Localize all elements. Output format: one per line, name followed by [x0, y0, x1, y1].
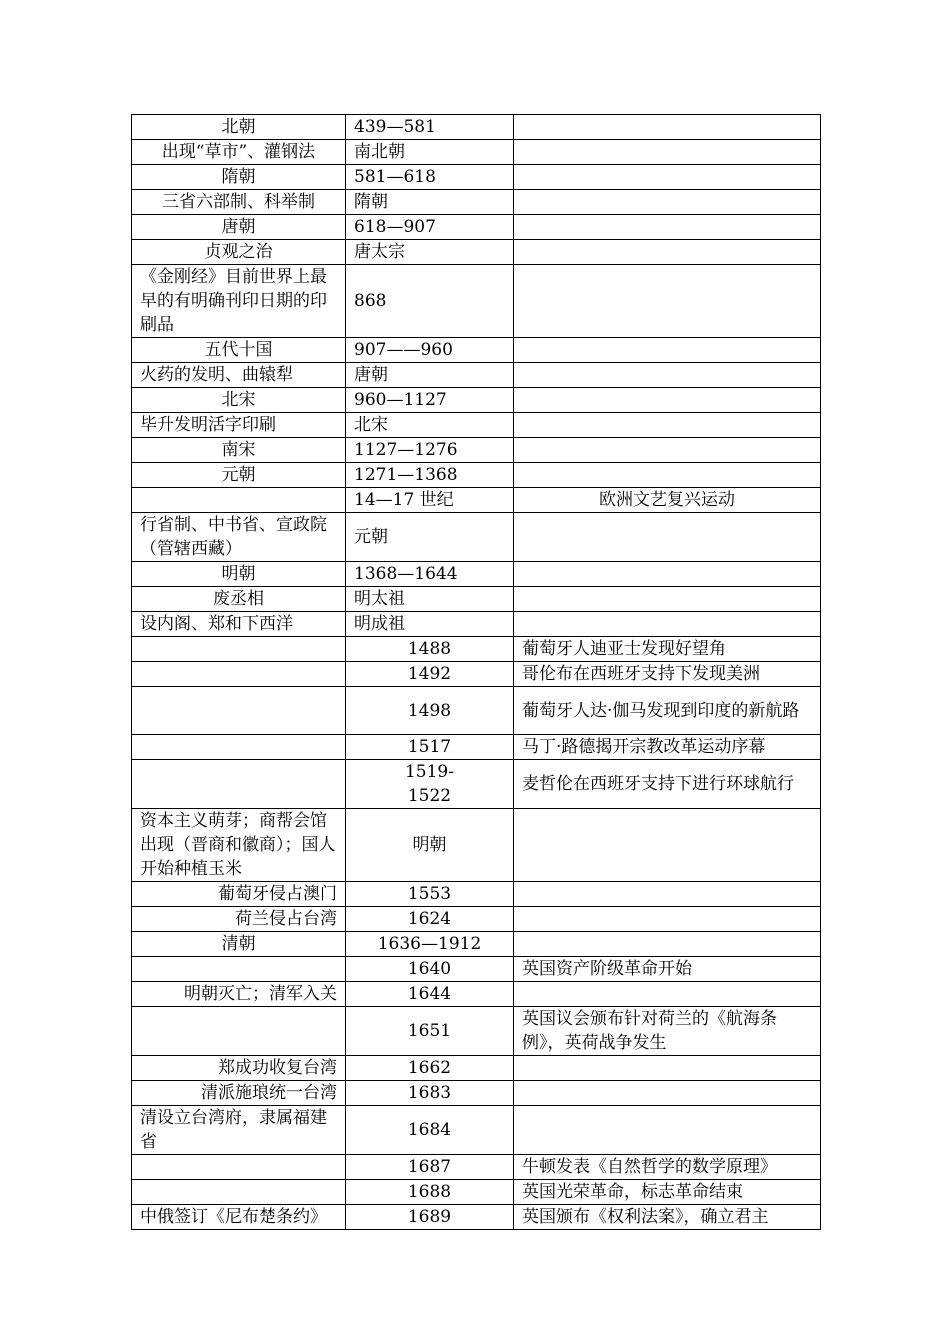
table-cell-world-event: 英国议会颁布针对荷兰的《航海条例》，英荷战争发生: [514, 1007, 821, 1056]
table-row: [132, 140, 821, 165]
table-cell-date: 581—618: [346, 165, 514, 190]
table-cell-date: 1684: [346, 1106, 514, 1155]
table-cell-world-event: [514, 882, 821, 907]
table-cell-date: 1687: [346, 1155, 514, 1180]
table-cell-date: 1517: [346, 735, 514, 760]
table-cell-world-event: 英国资产阶级革命开始: [514, 957, 821, 982]
table-cell-date: 明朝: [346, 809, 514, 882]
table-cell-event: 毕升发明活字印刷: [132, 413, 346, 438]
table-cell-date: 1644: [346, 982, 514, 1007]
table-row: [132, 215, 821, 240]
table-cell-world-event: [514, 140, 821, 165]
table-cell-date: 1651: [346, 1007, 514, 1056]
table-cell-date: 唐朝: [346, 363, 514, 388]
table-cell-event: [132, 637, 346, 662]
table-cell-world-event: [514, 1056, 821, 1081]
table-cell-world-event: [514, 463, 821, 488]
table-cell-world-event: [514, 907, 821, 932]
table-cell-date: 北宋: [346, 413, 514, 438]
table-cell-date: 960—1127: [346, 388, 514, 413]
table-cell-event: 废丞相: [132, 587, 346, 612]
table-row: [132, 637, 821, 662]
table-cell-world-event: [514, 215, 821, 240]
table-cell-world-event: 牛顿发表《自然哲学的数学原理》: [514, 1155, 821, 1180]
table-cell-date: 1683: [346, 1081, 514, 1106]
table-row: [132, 662, 821, 687]
table-row: [132, 463, 821, 488]
table-cell-event: 中俄签订《尼布楚条约》: [132, 1205, 346, 1230]
table-cell-date: 元朝: [346, 513, 514, 562]
table-cell-date: 明太祖: [346, 587, 514, 612]
table-row: [132, 882, 821, 907]
history-timeline-table: [131, 114, 821, 1230]
table-cell-world-event: [514, 438, 821, 463]
table-cell-date: 439—581: [346, 115, 514, 140]
table-cell-date: 1689: [346, 1205, 514, 1230]
table-cell-date: 1368—1644: [346, 562, 514, 587]
table-row: [132, 165, 821, 190]
table-row: [132, 1007, 821, 1056]
table-cell-event: 五代十国: [132, 338, 346, 363]
table-cell-date: 1127—1276: [346, 438, 514, 463]
table-cell-event: 清派施琅统一台湾: [132, 1081, 346, 1106]
table-cell-date: 1636—1912: [346, 932, 514, 957]
table-row: [132, 1180, 821, 1205]
table-cell-event: [132, 488, 346, 513]
table-cell-event: 清设立台湾府，隶属福建省: [132, 1106, 346, 1155]
table-cell-event: 行省制、中书省、宣政院（管辖西藏）: [132, 513, 346, 562]
table-cell-date: 隋朝: [346, 190, 514, 215]
table-row: [132, 982, 821, 1007]
table-cell-world-event: 葡萄牙人迪亚士发现好望角: [514, 637, 821, 662]
table-row: [132, 1155, 821, 1180]
table-row: [132, 115, 821, 140]
table-cell-event: [132, 687, 346, 735]
table-cell-event: 火药的发明、曲辕犁: [132, 363, 346, 388]
table-cell-date: 1553: [346, 882, 514, 907]
table-cell-world-event: 欧洲文艺复兴运动: [514, 488, 821, 513]
table-cell-event: 唐朝: [132, 215, 346, 240]
table-cell-world-event: [514, 932, 821, 957]
table-cell-event: 贞观之治: [132, 240, 346, 265]
table-row: [132, 612, 821, 637]
table-row: [132, 735, 821, 760]
table-cell-world-event: [514, 562, 821, 587]
table-row: [132, 438, 821, 463]
table-row: [132, 587, 821, 612]
table-cell-date: 1498: [346, 687, 514, 735]
table-cell-world-event: [514, 338, 821, 363]
table-cell-world-event: [514, 1106, 821, 1155]
table-row: [132, 190, 821, 215]
table-row: [132, 562, 821, 587]
table-cell-date: 南北朝: [346, 140, 514, 165]
table-cell-event: 《金刚经》目前世界上最早的有明确刊印日期的印刷品: [132, 265, 346, 338]
table-cell-world-event: [514, 982, 821, 1007]
table-cell-event: [132, 735, 346, 760]
table-cell-date: 1488: [346, 637, 514, 662]
table-cell-event: 明朝灭亡；清军入关: [132, 982, 346, 1007]
table-cell-event: 北朝: [132, 115, 346, 140]
table-cell-event: [132, 662, 346, 687]
table-cell-event: 资本主义萌芽；商帮会馆出现（晋商和徽商）；国人开始种植玉米: [132, 809, 346, 882]
table-cell-event: 郑成功收复台湾: [132, 1056, 346, 1081]
table-cell-world-event: [514, 413, 821, 438]
table-cell-world-event: [514, 612, 821, 637]
table-cell-date: 1688: [346, 1180, 514, 1205]
table-cell-date: 1271—1368: [346, 463, 514, 488]
table-row: [132, 1081, 821, 1106]
table-cell-world-event: [514, 240, 821, 265]
table-cell-date: 1640: [346, 957, 514, 982]
table-row: [132, 760, 821, 809]
table-cell-world-event: 英国颁布《权利法案》，确立君主: [514, 1205, 821, 1230]
table-cell-event: 出现“草市”、灌钢法: [132, 140, 346, 165]
table-cell-world-event: 英国光荣革命，标志革命结束: [514, 1180, 821, 1205]
table-cell-event: 荷兰侵占台湾: [132, 907, 346, 932]
table-cell-date: 14—17 世纪: [346, 488, 514, 513]
table-row: [132, 388, 821, 413]
table-cell-event: 清朝: [132, 932, 346, 957]
table-cell-date: 唐太宗: [346, 240, 514, 265]
table-cell-world-event: 哥伦布在西班牙支持下发现美洲: [514, 662, 821, 687]
table-cell-event: 北宋: [132, 388, 346, 413]
table-cell-event: [132, 1155, 346, 1180]
table-cell-event: [132, 760, 346, 809]
table-cell-world-event: [514, 115, 821, 140]
table-row: [132, 338, 821, 363]
table-cell-world-event: [514, 587, 821, 612]
table-cell-event: [132, 957, 346, 982]
table-row: [132, 1056, 821, 1081]
table-cell-event: 设内阁、郑和下西洋: [132, 612, 346, 637]
table-cell-date: 907——960: [346, 338, 514, 363]
table-row: [132, 957, 821, 982]
table-row: [132, 1205, 821, 1230]
table-cell-world-event: [514, 809, 821, 882]
table-cell-date: 明成祖: [346, 612, 514, 637]
table-cell-event: 葡萄牙侵占澳门: [132, 882, 346, 907]
table-cell-event: [132, 1007, 346, 1056]
table-row: [132, 809, 821, 882]
table-row: [132, 1106, 821, 1155]
table-row: [132, 488, 821, 513]
table-row: [132, 513, 821, 562]
table-cell-world-event: [514, 1081, 821, 1106]
table-cell-world-event: [514, 388, 821, 413]
table-cell-event: 隋朝: [132, 165, 346, 190]
table-cell-world-event: 麦哲伦在西班牙支持下进行环球航行: [514, 760, 821, 809]
table-cell-world-event: 葡萄牙人达·伽马发现到印度的新航路: [514, 687, 821, 735]
table-cell-world-event: 马丁·路德揭开宗教改革运动序幕: [514, 735, 821, 760]
table-cell-date: 1492: [346, 662, 514, 687]
table-cell-world-event: [514, 363, 821, 388]
table-cell-world-event: [514, 265, 821, 338]
table-cell-date: 1519- 1522: [346, 760, 514, 809]
table-cell-world-event: [514, 513, 821, 562]
table-row: [132, 363, 821, 388]
table-row: [132, 413, 821, 438]
table-cell-date: 1662: [346, 1056, 514, 1081]
table-row: [132, 687, 821, 735]
table-cell-date: 1624: [346, 907, 514, 932]
table-cell-event: [132, 1180, 346, 1205]
table-row: [132, 265, 821, 338]
table-cell-world-event: [514, 190, 821, 215]
table-cell-date: 868: [346, 265, 514, 338]
table-cell-world-event: [514, 165, 821, 190]
table-cell-event: 明朝: [132, 562, 346, 587]
table-cell-event: 元朝: [132, 463, 346, 488]
table-cell-date: 618—907: [346, 215, 514, 240]
table-cell-event: 三省六部制、科举制: [132, 190, 346, 215]
table-cell-event: 南宋: [132, 438, 346, 463]
table-row: [132, 932, 821, 957]
table-row: [132, 240, 821, 265]
table-row: [132, 907, 821, 932]
